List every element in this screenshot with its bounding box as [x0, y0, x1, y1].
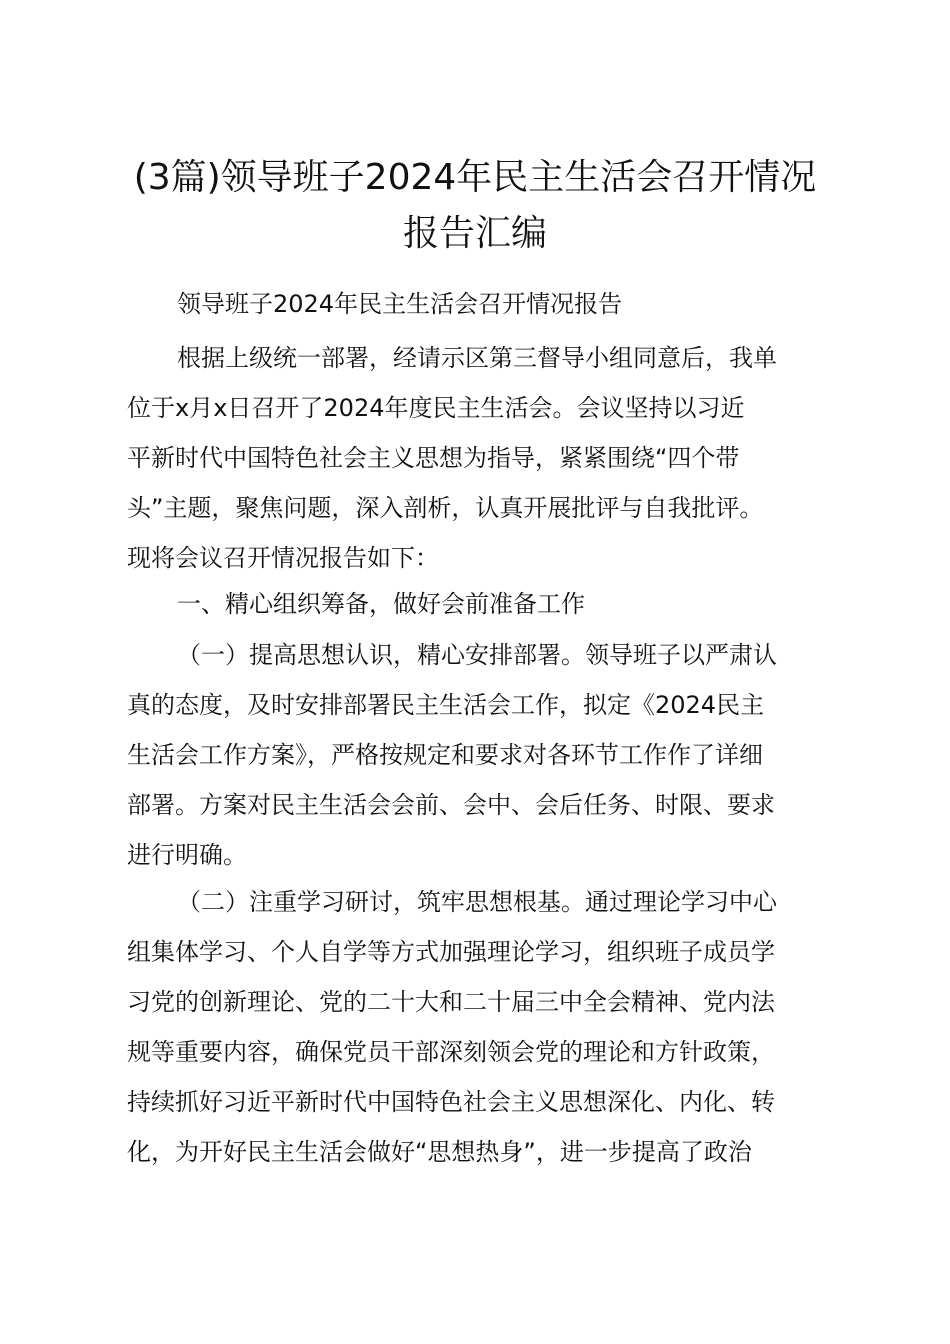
document-title-line-1: (3篇)领导班子2024年民主生活会召开情况	[133, 157, 817, 198]
document-title-line-2: 报告汇编	[402, 213, 547, 254]
paragraph-line: （二）注重学习研讨，筑牢思想根基。通过理论学习中心	[177, 888, 777, 916]
paragraph-line: 根据上级统一部署，经请示区第三督导小组同意后，我单	[177, 344, 777, 372]
paragraph-line: 化，为开好民主生活会做好“思想热身”，进一步提高了政治	[127, 1138, 752, 1166]
paragraph-line: 持续抓好习近平新时代中国特色社会主义思想深化、内化、转	[127, 1088, 775, 1116]
paragraph-line: 生活会工作方案》，严格按规定和要求对各环节工作作了详细	[127, 741, 763, 769]
paragraph-intro	[127, 333, 847, 583]
paragraph-line: 组集体学习、个人自学等方式加强理论学习，组织班子成员学	[127, 938, 775, 966]
report-subtitle: 领导班子2024年民主生活会召开情况报告	[177, 290, 623, 318]
paragraph-line: （一）提高思想认识，精心安排部署。领导班子以严肃认	[177, 641, 777, 669]
paragraph-line: 现将会议召开情况报告如下：	[127, 544, 439, 572]
paragraph-line: 部署。方案对民主生活会会前、会中、会后任务、时限、要求	[127, 791, 775, 819]
paragraph-line: 进行明确。	[127, 841, 247, 869]
section-heading-1: 一、精心组织筹备，做好会前准备工作	[177, 590, 585, 618]
paragraph-section-1-2	[127, 877, 847, 1177]
paragraph-line: 习党的创新理论、党的二十大和二十届三中全会精神、党内法	[127, 988, 775, 1016]
paragraph-line: 头”主题，聚焦问题，深入剖析，认真开展批评与自我批评。	[127, 494, 764, 522]
paragraph-line: 平新时代中国特色社会主义思想为指导，紧紧围绕“四个带	[127, 444, 740, 472]
paragraph-line: 规等重要内容，确保党员干部深刻领会党的理论和方针政策，	[127, 1038, 775, 1066]
paragraph-line: 位于x月x日召开了2024年度民主生活会。会议坚持以习近	[127, 394, 745, 422]
paragraph-line: 真的态度，及时安排部署民主生活会工作，拟定《2024民主	[127, 691, 765, 719]
paragraph-section-1-1	[127, 630, 847, 880]
